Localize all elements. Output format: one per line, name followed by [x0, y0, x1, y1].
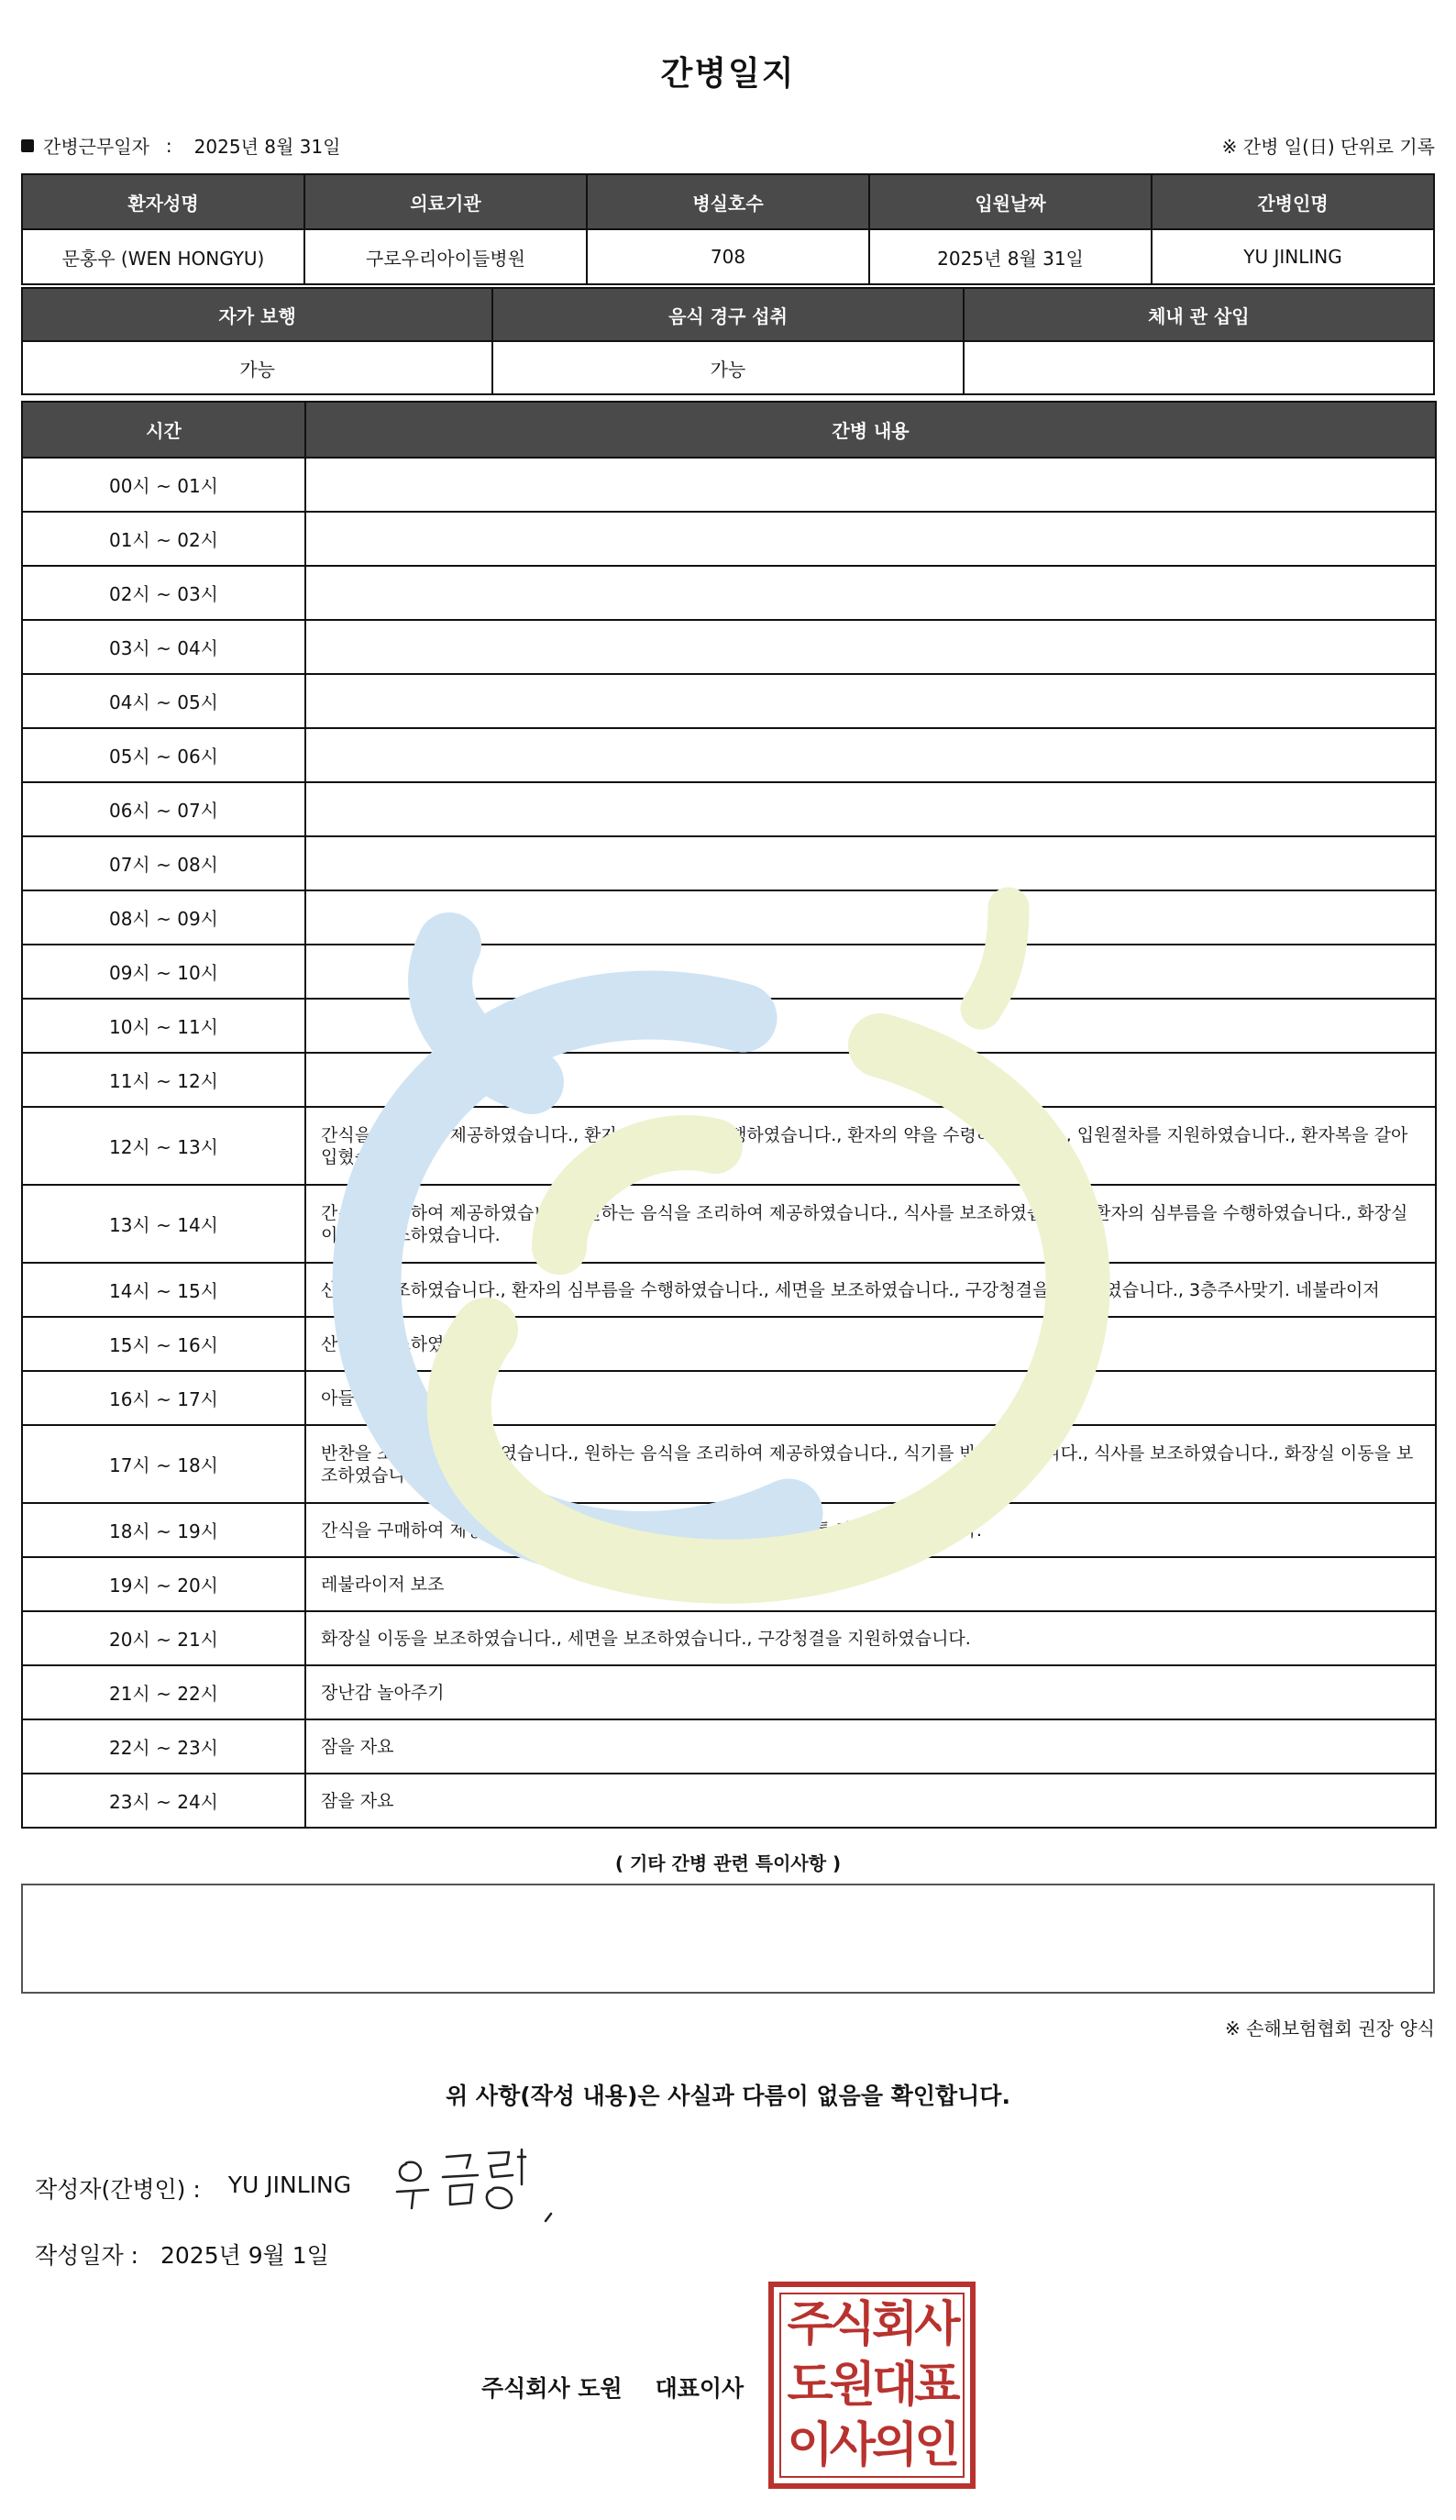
- log-row: [22, 782, 1436, 836]
- log-row: [22, 674, 1436, 728]
- room-number: 708: [587, 229, 869, 284]
- log-row: [22, 1263, 1436, 1317]
- log-content: [305, 512, 1436, 566]
- log-row: [22, 1774, 1436, 1828]
- record-unit-note: ※ 간병 일(日) 단위로 기록: [1221, 136, 1435, 158]
- log-row: [22, 728, 1436, 782]
- caregiver-name: YU JINLING: [1152, 229, 1434, 284]
- log-row: [22, 836, 1436, 890]
- header-admission-date: 입원날짜: [869, 174, 1152, 229]
- log-row: [22, 1719, 1436, 1774]
- log-time: 16시 ~ 17시: [22, 1371, 305, 1425]
- log-row: [22, 1557, 1436, 1611]
- log-row: [22, 945, 1436, 999]
- header-room: 병실호수: [587, 174, 869, 229]
- log-row: [22, 890, 1436, 945]
- log-content: [305, 728, 1436, 782]
- corporate-seal-stamp: [768, 2282, 976, 2489]
- log-content: 간식을 구매하여 제공하였습니다., 원하는 음식을 조리하여 제공하였습니다., 식사를 보조하였습니다., 환자의 심부름을 수행하였습니다., 화장실 이동을 보조하였습니다.: [305, 1185, 1436, 1263]
- log-content: 간식을 구매하여 제공하였습니다., 산책을 보조하였습니다., 손·발톱 관리를 하였습니다.: [305, 1503, 1436, 1557]
- log-content: 잠을 자요: [305, 1719, 1436, 1774]
- log-row: [22, 1185, 1436, 1263]
- hospital-name: 구로우리아이들병원: [304, 229, 587, 284]
- written-date-label: 작성일자 :: [35, 2242, 138, 2269]
- log-content: 화장실 이동을 보조하였습니다., 세면을 보조하였습니다., 구강청결을 지원하였습니다.: [305, 1611, 1436, 1665]
- log-row: [22, 620, 1436, 674]
- log-time: 23시 ~ 24시: [22, 1774, 305, 1828]
- work-date-label: 간병근무일자: [43, 136, 149, 158]
- ceo-title: 대표이사: [655, 2375, 745, 2402]
- admission-date: 2025년 8월 31일: [869, 229, 1152, 284]
- work-date-value: 2025년 8월 31일: [193, 136, 341, 158]
- self-walking-value: 가능: [22, 341, 492, 394]
- patient-info-table: [21, 173, 1435, 285]
- log-time: 19시 ~ 20시: [22, 1557, 305, 1611]
- writer-row: [35, 2172, 351, 2205]
- meta-row: [21, 132, 1435, 160]
- log-row: [22, 1371, 1436, 1425]
- log-time: 17시 ~ 18시: [22, 1425, 305, 1503]
- log-time: 12시 ~ 13시: [22, 1107, 305, 1185]
- log-row: [22, 1053, 1436, 1107]
- log-content: [305, 620, 1436, 674]
- header-care-content: 간병 내용: [305, 402, 1436, 458]
- document-title: 간병일지: [660, 55, 796, 93]
- company-signoff: [481, 2371, 744, 2404]
- log-content: [305, 890, 1436, 945]
- log-content: 산책을 보조하였습니다., 환자의 심부름을 수행하였습니다., 세면을 보조하였습니다., 구강청결을 지원하였습니다., 3층주사맞기. 네불라이저: [305, 1263, 1436, 1317]
- log-content: [305, 1053, 1436, 1107]
- log-content: 아들이자다: [305, 1371, 1436, 1425]
- log-time: 10시 ~ 11시: [22, 999, 305, 1053]
- header-time: 시간: [22, 402, 305, 458]
- association-form-note: ※ 손해보험협회 권장 양식: [1224, 2017, 1435, 2039]
- seal-line-3: 이사의인: [787, 2418, 957, 2473]
- log-time: 11시 ~ 12시: [22, 1053, 305, 1107]
- log-time: 13시 ~ 14시: [22, 1185, 305, 1263]
- log-time: 06시 ~ 07시: [22, 782, 305, 836]
- patient-status-table: [21, 287, 1435, 395]
- writer-name: YU JINLING: [227, 2172, 352, 2198]
- log-header-row: [22, 402, 1436, 458]
- work-date-separator: :: [165, 134, 172, 157]
- log-row: [22, 1611, 1436, 1665]
- log-content: [305, 566, 1436, 620]
- seal-line-2: 도원대표: [787, 2358, 957, 2413]
- log-time: 01시 ~ 02시: [22, 512, 305, 566]
- log-row: [22, 1665, 1436, 1719]
- seal-line-1: 주식회사: [787, 2297, 957, 2352]
- confirmation-statement: 위 사항(작성 내용)은 사실과 다름이 없음을 확인합니다.: [446, 2083, 1010, 2109]
- status-header-row: [22, 288, 1434, 341]
- log-content: [305, 674, 1436, 728]
- log-time: 18시 ~ 19시: [22, 1503, 305, 1557]
- header-oral-intake: 음식 경구 섭취: [492, 288, 963, 341]
- log-content: 반찬을 조리하여 제공하였습니다., 원하는 음식을 조리하여 제공하였습니다., 식기를 반납하였습니다., 식사를 보조하였습니다., 화장실 이동을 보조하였습니다.: [305, 1425, 1436, 1503]
- oral-intake-value: 가능: [492, 341, 963, 394]
- log-time: 05시 ~ 06시: [22, 728, 305, 782]
- header-tube-insertion: 체내 관 삽입: [964, 288, 1434, 341]
- log-row: [22, 1425, 1436, 1503]
- log-row: [22, 1503, 1436, 1557]
- other-notes-title: ( 기타 간병 관련 특이사항 ): [614, 1852, 842, 1874]
- hourly-care-log-table: [21, 401, 1437, 1829]
- writer-label: 작성자(간병인) :: [35, 2176, 201, 2203]
- log-time: 00시 ~ 01시: [22, 458, 305, 512]
- log-time: 03시 ~ 04시: [22, 620, 305, 674]
- log-row: [22, 1317, 1436, 1371]
- log-content: [305, 836, 1436, 890]
- log-content: 산책을 보조하였습니다.: [305, 1317, 1436, 1371]
- other-notes-box: [21, 1884, 1435, 1994]
- log-row: [22, 999, 1436, 1053]
- company-name: 주식회사 도원: [481, 2375, 623, 2402]
- header-hospital: 의료기관: [304, 174, 587, 229]
- patient-info-value-row: [22, 229, 1434, 284]
- log-time: 22시 ~ 23시: [22, 1719, 305, 1774]
- log-time: 09시 ~ 10시: [22, 945, 305, 999]
- log-time: 21시 ~ 22시: [22, 1665, 305, 1719]
- log-time: 20시 ~ 21시: [22, 1611, 305, 1665]
- patient-info-header-row: [22, 174, 1434, 229]
- written-date-row: [35, 2238, 329, 2271]
- seal-inner-border: [779, 2293, 965, 2478]
- log-row: [22, 566, 1436, 620]
- log-time: 07시 ~ 08시: [22, 836, 305, 890]
- log-content: [305, 945, 1436, 999]
- log-time: 04시 ~ 05시: [22, 674, 305, 728]
- written-date-value: 2025년 9월 1일: [160, 2242, 329, 2269]
- log-content: 잠을 자요: [305, 1774, 1436, 1828]
- header-patient-name: 환자성명: [22, 174, 304, 229]
- handwritten-signature: [390, 2137, 564, 2228]
- log-content: 간식을 구매하여 제공하였습니다., 환자의 심부름을 수행하였습니다., 환자의 약을 수령하였습니다., 입원절차를 지원하였습니다., 환자복을 갈아입혔습니다.: [305, 1107, 1436, 1185]
- patient-name: 문홍우 (WEN HONGYU): [22, 229, 304, 284]
- work-date: [21, 132, 340, 159]
- log-time: 02시 ~ 03시: [22, 566, 305, 620]
- tube-insertion-value: [964, 341, 1434, 394]
- log-content: 장난감 놀아주기: [305, 1665, 1436, 1719]
- log-content: [305, 458, 1436, 512]
- header-self-walking: 자가 보행: [22, 288, 492, 341]
- log-content: 레불라이저 보조: [305, 1557, 1436, 1611]
- log-row: [22, 458, 1436, 512]
- log-row: [22, 512, 1436, 566]
- log-time: 08시 ~ 09시: [22, 890, 305, 945]
- log-row: [22, 1107, 1436, 1185]
- log-content: [305, 782, 1436, 836]
- log-time: 15시 ~ 16시: [22, 1317, 305, 1371]
- header-caregiver: 간병인명: [1152, 174, 1434, 229]
- bullet-square-icon: [21, 139, 34, 152]
- status-value-row: [22, 341, 1434, 394]
- log-content: [305, 999, 1436, 1053]
- log-time: 14시 ~ 15시: [22, 1263, 305, 1317]
